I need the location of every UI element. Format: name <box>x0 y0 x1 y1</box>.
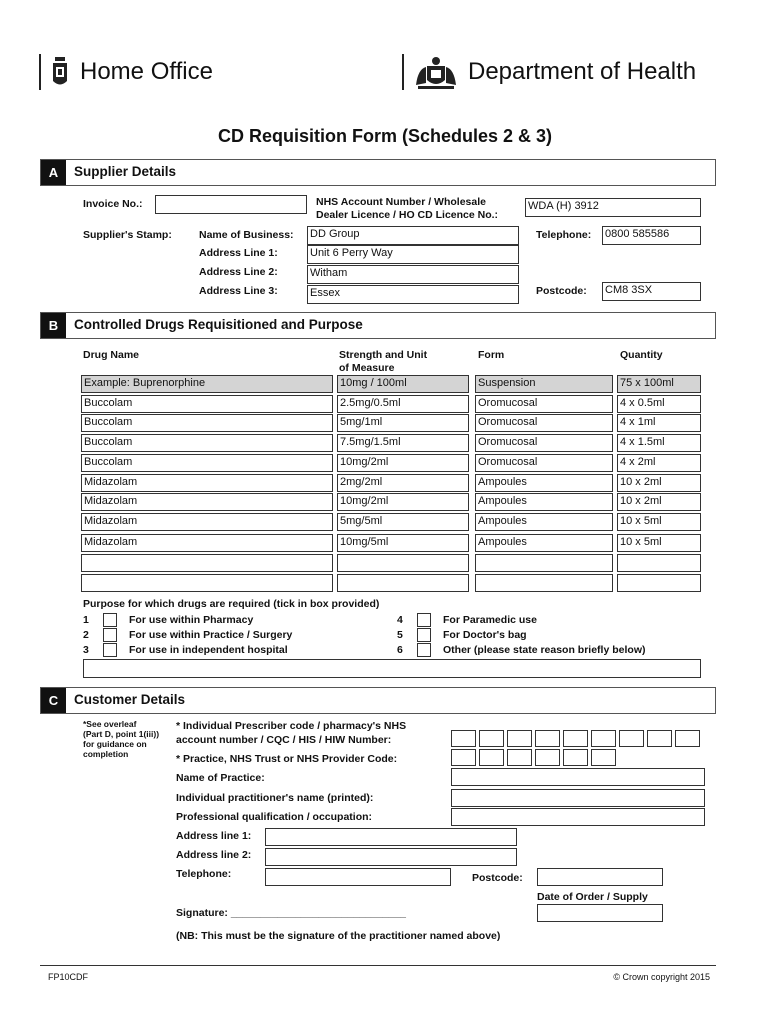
qualification-field[interactable] <box>451 808 705 826</box>
postcode-label: Postcode: <box>536 285 587 297</box>
prescriber-code-label-line2: account number / CQC / HIS / HIW Number: <box>176 734 392 746</box>
purpose-checkbox[interactable] <box>417 643 431 657</box>
qualification-label: Professional qualification / occupation: <box>176 811 373 823</box>
nhs-account-label-line1: NHS Account Number / Wholesale <box>316 196 486 208</box>
guidance-note-line4: completion <box>83 749 129 759</box>
prescriber-code-label-line1: * Individual Prescriber code / pharmacy's NHS <box>176 720 407 732</box>
practitioner-name-label: Individual practitioner's name (printed): <box>176 792 374 804</box>
drug-row-qty-cell[interactable]: 10 x 5ml <box>617 534 701 552</box>
drug-row-form-cell[interactable]: Ampoules <box>475 534 613 552</box>
customer-address-line1-field[interactable] <box>265 828 517 846</box>
doh-wordmark: Department of Health <box>468 58 697 85</box>
trust-code-cells[interactable] <box>451 749 621 766</box>
guidance-note-line3: for guidance on <box>83 739 147 749</box>
guidance-note-line1: *See overleaf <box>83 719 137 729</box>
purpose-label: For use in independent hospital <box>129 644 288 656</box>
customer-address-line1-label: Address line 1: <box>176 830 252 842</box>
practice-name-field[interactable] <box>451 768 705 786</box>
drug-row-form-cell[interactable]: Oromucosal <box>475 414 613 432</box>
section-a-title: Supplier Details <box>74 164 177 179</box>
col-drug-name: Drug Name <box>83 349 140 361</box>
drug-row-qty-cell[interactable]: 75 x 100ml <box>617 375 701 393</box>
drug-row-drug-cell[interactable] <box>81 554 333 572</box>
drug-row-form-cell[interactable] <box>475 554 613 572</box>
drug-row-drug-cell[interactable]: Buccolam <box>81 414 333 432</box>
col-strength-line1: Strength and Unit <box>339 349 428 361</box>
drug-row-form-cell[interactable]: Ampoules <box>475 513 613 531</box>
col-strength-line2: of Measure <box>339 362 395 374</box>
drug-row-form-cell[interactable]: Ampoules <box>475 474 613 492</box>
purpose-number: 2 <box>83 629 89 641</box>
drug-row-qty-cell[interactable]: 10 x 2ml <box>617 474 701 492</box>
purpose-checkbox[interactable] <box>103 643 117 657</box>
drug-row-drug-cell[interactable]: Midazolam <box>81 513 333 531</box>
drug-row-drug-cell[interactable] <box>81 574 333 592</box>
drug-row-qty-cell[interactable]: 10 x 2ml <box>617 493 701 511</box>
purpose-checkbox[interactable] <box>417 628 431 642</box>
col-form: Form <box>478 349 505 361</box>
purpose-number: 1 <box>83 614 89 626</box>
drug-row-form-cell[interactable]: Oromucosal <box>475 434 613 452</box>
form-code: FP10CDF <box>48 972 89 982</box>
address-line1-label: Address Line 1: <box>199 247 278 259</box>
drug-row-qty-cell[interactable]: 10 x 5ml <box>617 513 701 531</box>
section-b-title: Controlled Drugs Requisitioned and Purpose <box>74 317 363 332</box>
home-office-crest-icon <box>46 55 74 91</box>
purpose-label: For use within Pharmacy <box>129 614 254 626</box>
business-name-label: Name of Business: <box>199 229 294 241</box>
date-of-order-label: Date of Order / Supply <box>537 891 648 903</box>
section-a-header <box>40 159 716 186</box>
practitioner-name-field[interactable] <box>451 789 705 807</box>
other-reason-field[interactable] <box>83 659 701 678</box>
signature-line[interactable]: Signature: ______________________________ <box>176 907 407 919</box>
address-line3-label: Address Line 3: <box>199 285 278 297</box>
drug-row-strength-cell[interactable]: 5mg/5ml <box>337 513 469 531</box>
address-line1-field[interactable]: Unit 6 Perry Way <box>307 245 519 264</box>
postcode-field[interactable]: CM8 3SX <box>602 282 701 301</box>
purpose-label: For use within Practice / Surgery <box>129 629 293 641</box>
address-line3-field[interactable]: Essex <box>307 285 519 304</box>
drug-row-qty-cell[interactable]: 4 x 2ml <box>617 454 701 472</box>
purpose-number: 6 <box>397 644 403 656</box>
drug-row-strength-cell[interactable]: 10mg / 100ml <box>337 375 469 393</box>
drug-row-drug-cell[interactable]: Midazolam <box>81 534 333 552</box>
trust-code-label: * Practice, NHS Trust or NHS Provider Code: <box>176 753 398 765</box>
customer-address-line2-field[interactable] <box>265 848 517 866</box>
address-line2-label: Address Line 2: <box>199 266 278 278</box>
drug-row-drug-cell[interactable]: Example: Buprenorphine <box>81 375 333 393</box>
address-line2-field[interactable]: Witham <box>307 265 519 284</box>
customer-address-line2-label: Address line 2: <box>176 849 252 861</box>
section-c-title: Customer Details <box>74 692 186 707</box>
drug-row-form-cell[interactable] <box>475 574 613 592</box>
drug-row-strength-cell[interactable]: 2mg/2ml <box>337 474 469 492</box>
drug-row-drug-cell[interactable]: Midazolam <box>81 474 333 492</box>
drug-row-form-cell[interactable]: Ampoules <box>475 493 613 511</box>
footer-divider <box>40 965 716 966</box>
purpose-label: For Paramedic use <box>443 614 537 626</box>
customer-telephone-label: Telephone: <box>176 868 232 880</box>
home-office-wordmark: Home Office <box>80 58 213 85</box>
drug-row-strength-cell[interactable]: 10mg/2ml <box>337 493 469 511</box>
drug-row-form-cell[interactable]: Suspension <box>475 375 613 393</box>
signature-note: (NB: This must be the signature of the practitioner named above) <box>176 930 501 942</box>
drug-row-strength-cell[interactable]: 5mg/1ml <box>337 414 469 432</box>
section-b-header <box>40 312 716 339</box>
purpose-label: Other (please state reason briefly below) <box>443 644 646 656</box>
purpose-checkbox[interactable] <box>103 613 117 627</box>
drug-row-qty-cell[interactable]: 4 x 0.5ml <box>617 395 701 413</box>
home-office-divider <box>39 54 41 90</box>
customer-postcode-label: Postcode: <box>472 872 523 884</box>
royal-coat-of-arms-icon <box>412 55 460 91</box>
drug-row-strength-cell[interactable]: 10mg/5ml <box>337 534 469 552</box>
purpose-label: For Doctor's bag <box>443 629 527 641</box>
purpose-checkbox[interactable] <box>417 613 431 627</box>
drug-row-strength-cell[interactable]: 10mg/2ml <box>337 454 469 472</box>
telephone-label: Telephone: <box>536 229 592 241</box>
copyright: © Crown copyright 2015 <box>613 972 710 982</box>
drug-row-strength-cell[interactable] <box>337 574 469 592</box>
section-b-letter: B <box>41 313 66 338</box>
col-quantity: Quantity <box>620 349 663 361</box>
purpose-checkbox[interactable] <box>103 628 117 642</box>
date-of-order-field[interactable] <box>537 904 663 922</box>
drug-row-drug-cell[interactable]: Buccolam <box>81 454 333 472</box>
invoice-label: Invoice No.: <box>83 198 143 210</box>
drug-row-strength-cell[interactable]: 7.5mg/1.5ml <box>337 434 469 452</box>
drug-row-strength-cell[interactable] <box>337 554 469 572</box>
practice-name-label: Name of Practice: <box>176 772 265 784</box>
business-name-field[interactable]: DD Group <box>307 226 519 245</box>
purpose-heading: Purpose for which drugs are required (tick in box provided) <box>83 598 380 610</box>
invoice-field[interactable] <box>155 195 307 214</box>
purpose-number: 4 <box>397 614 403 626</box>
nhs-account-label-line2: Dealer Licence / HO CD Licence No.: <box>316 209 499 221</box>
drug-row-qty-cell[interactable] <box>617 554 701 572</box>
purpose-number: 5 <box>397 629 403 641</box>
nhs-account-field[interactable]: WDA (H) 3912 <box>525 198 701 217</box>
suppliers-stamp-label: Supplier's Stamp: <box>83 229 172 241</box>
drug-row-drug-cell[interactable]: Buccolam <box>81 434 333 452</box>
section-a-letter: A <box>41 160 66 185</box>
drug-row-form-cell[interactable]: Oromucosal <box>475 454 613 472</box>
prescriber-code-cells[interactable] <box>451 730 705 747</box>
section-c-letter: C <box>41 688 66 713</box>
telephone-field[interactable]: 0800 585586 <box>602 226 701 245</box>
drug-row-drug-cell[interactable]: Midazolam <box>81 493 333 511</box>
drug-row-drug-cell[interactable]: Buccolam <box>81 395 333 413</box>
purpose-number: 3 <box>83 644 89 656</box>
guidance-note-line2: (Part D, point 1(iii)) <box>83 729 160 739</box>
drug-row-qty-cell[interactable] <box>617 574 701 592</box>
drug-row-strength-cell[interactable]: 2.5mg/0.5ml <box>337 395 469 413</box>
page-title: CD Requisition Form (Schedules 2 & 3) <box>217 126 553 146</box>
drug-row-qty-cell[interactable]: 4 x 1ml <box>617 414 701 432</box>
doh-divider <box>402 54 404 90</box>
drug-row-form-cell[interactable]: Oromucosal <box>475 395 613 413</box>
customer-postcode-field[interactable] <box>537 868 663 886</box>
drug-row-qty-cell[interactable]: 4 x 1.5ml <box>617 434 701 452</box>
section-c-header <box>40 687 716 714</box>
customer-telephone-field[interactable] <box>265 868 451 886</box>
